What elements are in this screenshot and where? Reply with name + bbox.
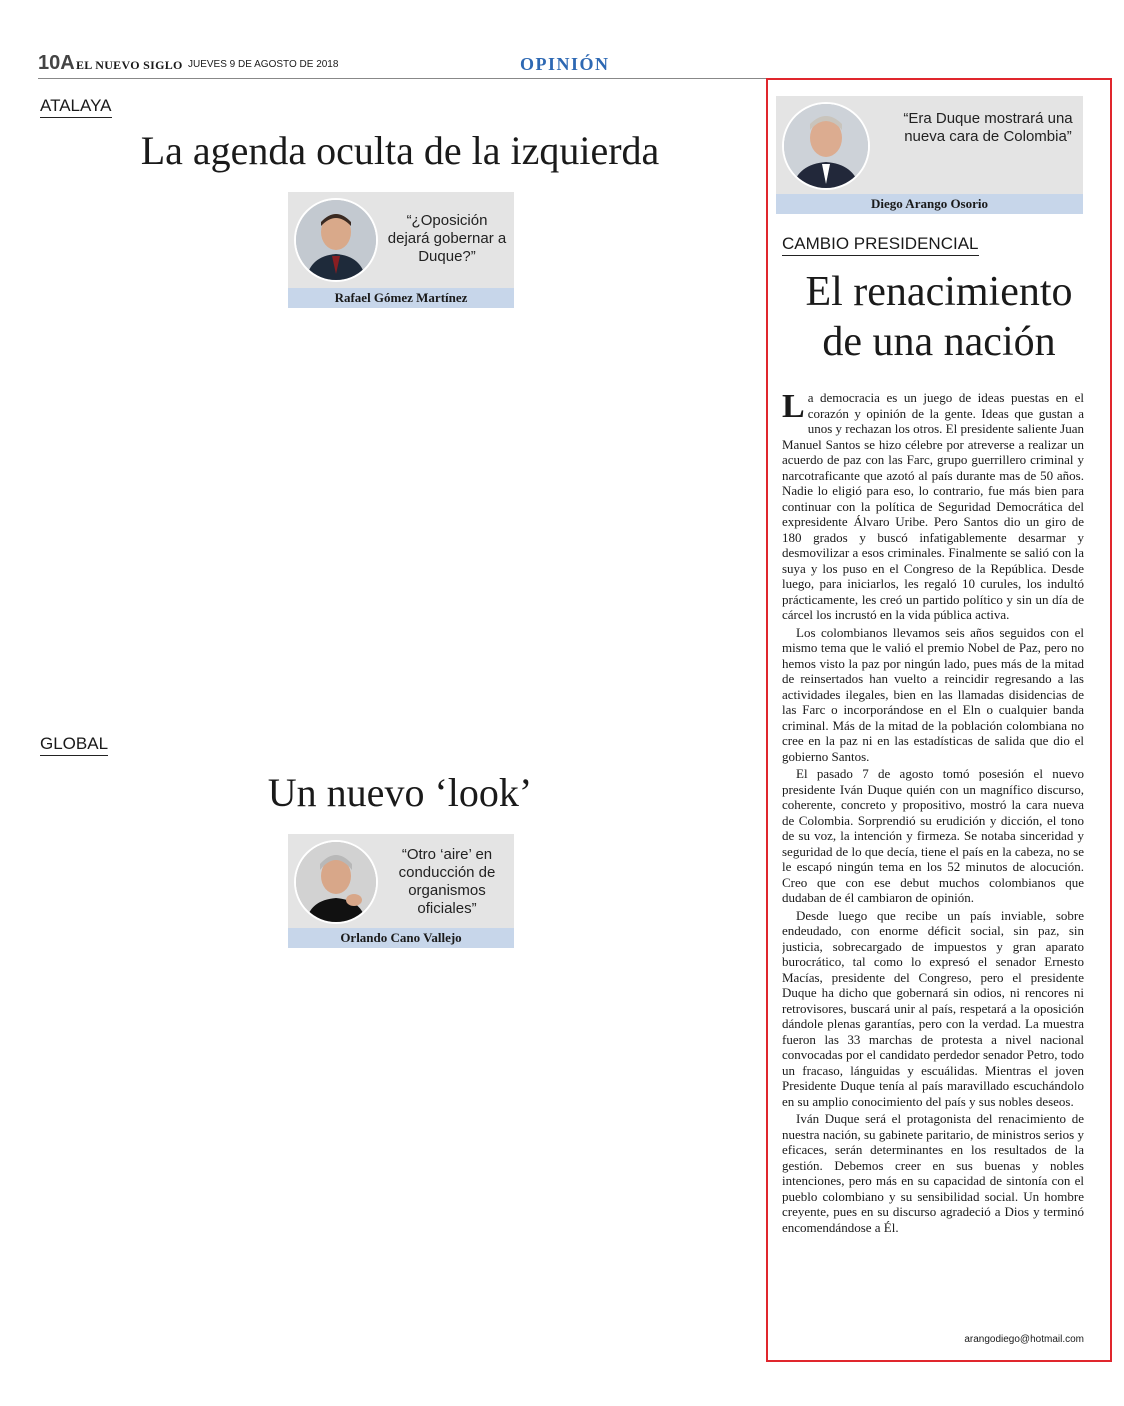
global-kicker: GLOBAL [40, 734, 108, 756]
global-author-box [288, 834, 514, 948]
atalaya-quote: “¿Oposición dejará gobernar a Duque?” [387, 212, 507, 265]
page-number: 10A [38, 52, 75, 74]
section-name: OPINIÓN [520, 54, 610, 74]
author-portrait-icon [296, 200, 376, 280]
atalaya-byline: Rafael Gómez Martínez [288, 288, 514, 308]
cambio-headline-line-2: de una nación [822, 319, 1056, 366]
author-photo [782, 102, 870, 190]
global-headline: Un nuevo ‘look’ [267, 770, 533, 815]
cambio-headline-line-1: El renacimiento [805, 269, 1073, 315]
cambio-kicker: CAMBIO PRESIDENCIAL [782, 234, 979, 256]
author-email[interactable]: arangodiego@hotmail.com [964, 1334, 1084, 1345]
author-portrait-icon [296, 842, 376, 922]
atalaya-author-box [288, 192, 514, 308]
paper-date: JUEVES 9 DE AGOSTO DE 2018 [188, 59, 339, 70]
cambio-paragraph-2: Los colombianos llevamos seis años seguidos con el mismo tema que le valió el premio Nobel de Paz, pero no hemos visto la paz por ningún lado, pues más de la mitad de reinsertados han vuelto a reincidir regresando a las actividades ilegales, bien en las llamadas disidencias de las Farc o incorporándose en el Eln o cualquier banda criminal. Más de la mitad de la población colombiana no cree en la paz ni en las estadísticas de salida que dio el gobierno Santos. [782, 624, 1084, 764]
cambio-paragraph-3: El pasado 7 de agosto tomó posesión el nuevo presidente Iván Duque quién con un magnífico discurso, coherente, concreto y propositivo, mostró la cara nueva de Colombia. Sorprendió su erudición y dicción, el tono de su voz, la intención y firmeza. Se notaba sinceridad y seguridad de lo que decía, tiene el país en la cabeza, no se le escapó ningún tema en los 52 minutos de alocución. Creo que con ese debut muchos colombianos que dudaban de él cambiaron de opinión. [782, 766, 1084, 905]
cambio-paragraph-4: Desde luego que recibe un país inviable, sobre endeudado, con enorme déficit social, sin paz, sin justicia, sobrecargado de impuestos y gran aparato burocrático, tal como lo expresó el senador Ernesto Macías, presidente del Congreso, pero el presidente Duque ha dicho que gobernará sin odios, ni rencores ni retrovisores, buscará unir al país, respetará a la oposición dándole plenas garantías, pero con la verdad. La muestra fueron las 33 marchas de protesta a nivel nacional convocadas por el candidato perdedor senador Petro, todo un fracaso, lánguidas y escuálidas. Mientras el joven Presidente Duque tenía al país maravillado escuchándolo en su amplio conocimiento del país y sus nobles deseos. [782, 907, 1084, 1109]
atalaya-column-1 [40, 194, 266, 714]
author-portrait-icon [784, 104, 868, 188]
global-byline: Orlando Cano Vallejo [288, 928, 514, 948]
atalaya-column-3 [533, 194, 759, 714]
cambio-paragraph-5: Iván Duque será el protagonista del renacimiento de nuestra nación, su gabinete paritario, de ministros serios y eficaces, serán determinantes en los resultados de la gestión. Debemos creer en sus buenas y nobles intenciones, pero más en su capacidad de sintonía con el pueblo colombiano y su sensibilidad social. Un hombre creyente, pues en su discurso agradeció a Dios y terminó encomendándose a Él. [782, 1111, 1084, 1235]
author-photo [294, 840, 378, 924]
paper-name: EL NUEVO SIGLO [76, 58, 183, 72]
global-quote: “Otro ‘aire’ en conducción de organismos oficiales” [398, 846, 496, 917]
global-column-2 [288, 958, 514, 1354]
global-column-1 [40, 834, 266, 1354]
masthead [38, 52, 1110, 79]
cambio-byline: Diego Arango Osorio [776, 194, 1083, 214]
cambio-quote: “Era Duque mostrará una nueva cara de Colombia” [903, 110, 1073, 145]
atalaya-headline: La agenda oculta de la izquierda [140, 128, 660, 173]
global-column-3 [533, 834, 759, 1354]
cambio-paragraph-1-text: a democracia es un juego de ideas puestas en el corazón y opinión de la gente. Ideas que gustan a unos y rechazan los otros. El presidente saliente Juan Manuel Santos se hizo célebre por atreverse a realizar un acuerdo de paz con las Farc, grupo guerrillero criminal y narcotraficante que azotó al país durante mas de 50 años. Nadie lo eligió para eso, lo contrario, fue más bien para continuar con la política de Seguridad Democrática del expresidente Álvaro Uribe. Pero Santos dio un giro de 180 grados y buscó infatigablemente desarmar y desmovilizar a esos criminales. Finalmente se salió con la suya y los puso en el Congreso de la República. Desde luego, para iniciarlos, les regaló 10 curules, los indultó prácticamente, les creó un partido político y sin un día de cárcel los incrustó en la vida pública activa. [782, 390, 1084, 622]
author-photo [294, 198, 378, 282]
cambio-body [782, 390, 1084, 1326]
drop-cap: L [782, 390, 805, 425]
cambio-paragraph-1 [782, 390, 1084, 623]
atalaya-kicker: ATALAYA [40, 96, 112, 118]
atalaya-column-2 [288, 318, 514, 714]
cambio-headline [772, 270, 1106, 364]
cambio-author-box [776, 96, 1083, 214]
